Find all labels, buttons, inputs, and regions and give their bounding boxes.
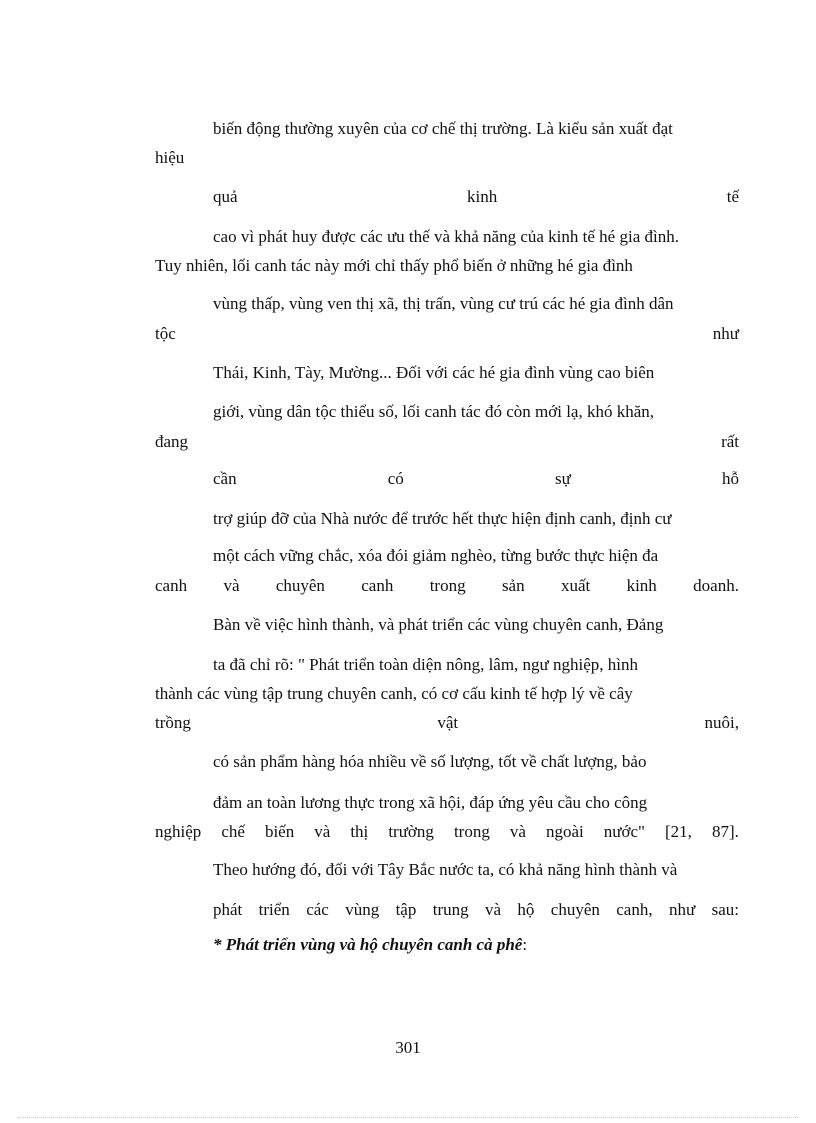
- text-line: hiệu: [155, 148, 185, 167]
- word: nuôi,: [704, 713, 739, 732]
- word: chuyên: [550, 900, 600, 919]
- text-line: giới, vùng dân tộc thiểu số, lối canh tác đó còn mới lạ, khó khăn,: [213, 402, 655, 421]
- section-heading: [213, 935, 527, 955]
- word: canh,: [616, 900, 653, 919]
- word: chuyên: [275, 576, 325, 595]
- text-line: đảm an toàn lương thực trong xã hội, đáp ứng yêu cầu cho công: [213, 793, 648, 812]
- word: nghiệp: [155, 822, 202, 841]
- word: đang: [155, 432, 189, 451]
- word: hỗ: [722, 469, 739, 488]
- text-line: biến động thường xuyên của cơ chế thị trường. Là kiểu sản xuất đạt: [213, 119, 673, 138]
- word: tế: [726, 187, 739, 206]
- text-line: [155, 576, 739, 596]
- word: như: [712, 324, 739, 343]
- text-line: một cách vững chắc, xóa đói giảm nghèo, từng bước thực hiện đa: [213, 546, 659, 565]
- word: cần: [213, 469, 237, 488]
- word: xuất: [560, 576, 591, 595]
- text-line: trợ giúp đỡ của Nhà nước để trước hết thực hiện định canh, định cư: [213, 509, 672, 528]
- word: trung: [432, 900, 469, 919]
- text-line: [213, 900, 739, 920]
- word: kinh: [467, 187, 498, 206]
- word: biến: [264, 822, 295, 841]
- word: vật: [437, 713, 459, 732]
- text-line: [155, 822, 739, 842]
- word: trong: [429, 576, 466, 595]
- text-line: có sản phẩm hàng hóa nhiều về số lượng, tốt về chất lượng, bảo: [213, 752, 647, 771]
- word: trường: [388, 822, 434, 841]
- heading-prefix: *: [213, 935, 226, 954]
- text-line: [213, 187, 739, 207]
- word: quả: [213, 187, 238, 206]
- word: và: [509, 822, 526, 841]
- word: [21,: [664, 822, 692, 841]
- word: 87].: [711, 822, 739, 841]
- word: canh: [155, 576, 188, 595]
- word: trong: [453, 822, 490, 841]
- word: hộ: [517, 900, 535, 919]
- text-line: ta đã chỉ rõ: " Phát triển toàn diện nông, lâm, ngư nghiệp, hình: [213, 655, 639, 674]
- word: và: [223, 576, 240, 595]
- text-line: [155, 324, 739, 344]
- word: có: [387, 469, 404, 488]
- word: canh: [361, 576, 394, 595]
- word: rất: [721, 432, 739, 451]
- word: doanh.: [693, 576, 739, 595]
- heading-title: Phát triển vùng và hộ chuyên canh cà phê: [225, 935, 523, 954]
- word: và: [314, 822, 331, 841]
- word: tộc: [155, 324, 176, 343]
- word: ngoài: [545, 822, 584, 841]
- word: vùng: [345, 900, 380, 919]
- word: trồng: [155, 713, 191, 732]
- text-line: thành các vùng tập trung chuyên canh, có cơ cấu kinh tế hợp lý về cây: [155, 684, 633, 703]
- word: sau:: [711, 900, 739, 919]
- word: các: [306, 900, 329, 919]
- word: chế: [221, 822, 245, 841]
- word: triển: [258, 900, 290, 919]
- word: kinh: [626, 576, 657, 595]
- word: thị: [350, 822, 369, 841]
- word: nước": [603, 822, 645, 841]
- word: và: [485, 900, 502, 919]
- word: tập: [395, 900, 417, 919]
- page-number: 301: [395, 1038, 421, 1057]
- word: sản: [501, 576, 525, 595]
- text-line: [155, 713, 739, 733]
- word: như: [668, 900, 696, 919]
- text-line: Bàn về việc hình thành, và phát triển các vùng chuyên canh, Đảng: [213, 615, 664, 634]
- text-line: [155, 432, 739, 452]
- text-line: Theo hướng đó, đối với Tây Bắc nước ta, có khả năng hình thành và: [213, 860, 678, 879]
- text-line: [213, 469, 739, 489]
- text-line: cao vì phát huy được các ưu thế và khả năng của kinh tế hé gia đình.: [213, 227, 679, 246]
- word: phát: [213, 900, 243, 919]
- page-bottom-divider: [18, 1117, 798, 1118]
- heading-suffix: :: [522, 935, 528, 954]
- text-line: Tuy nhiên, lối canh tác này mới chỉ thấy phổ biến ở những hé gia đình: [155, 256, 633, 275]
- text-line: Thái, Kinh, Tày, Mường... Đối với các hé gia đình vùng cao biên: [213, 363, 655, 382]
- word: sự: [554, 469, 571, 488]
- text-line: vùng thấp, vùng ven thị xã, thị trấn, vùng cư trú các hé gia đình dân: [213, 294, 674, 313]
